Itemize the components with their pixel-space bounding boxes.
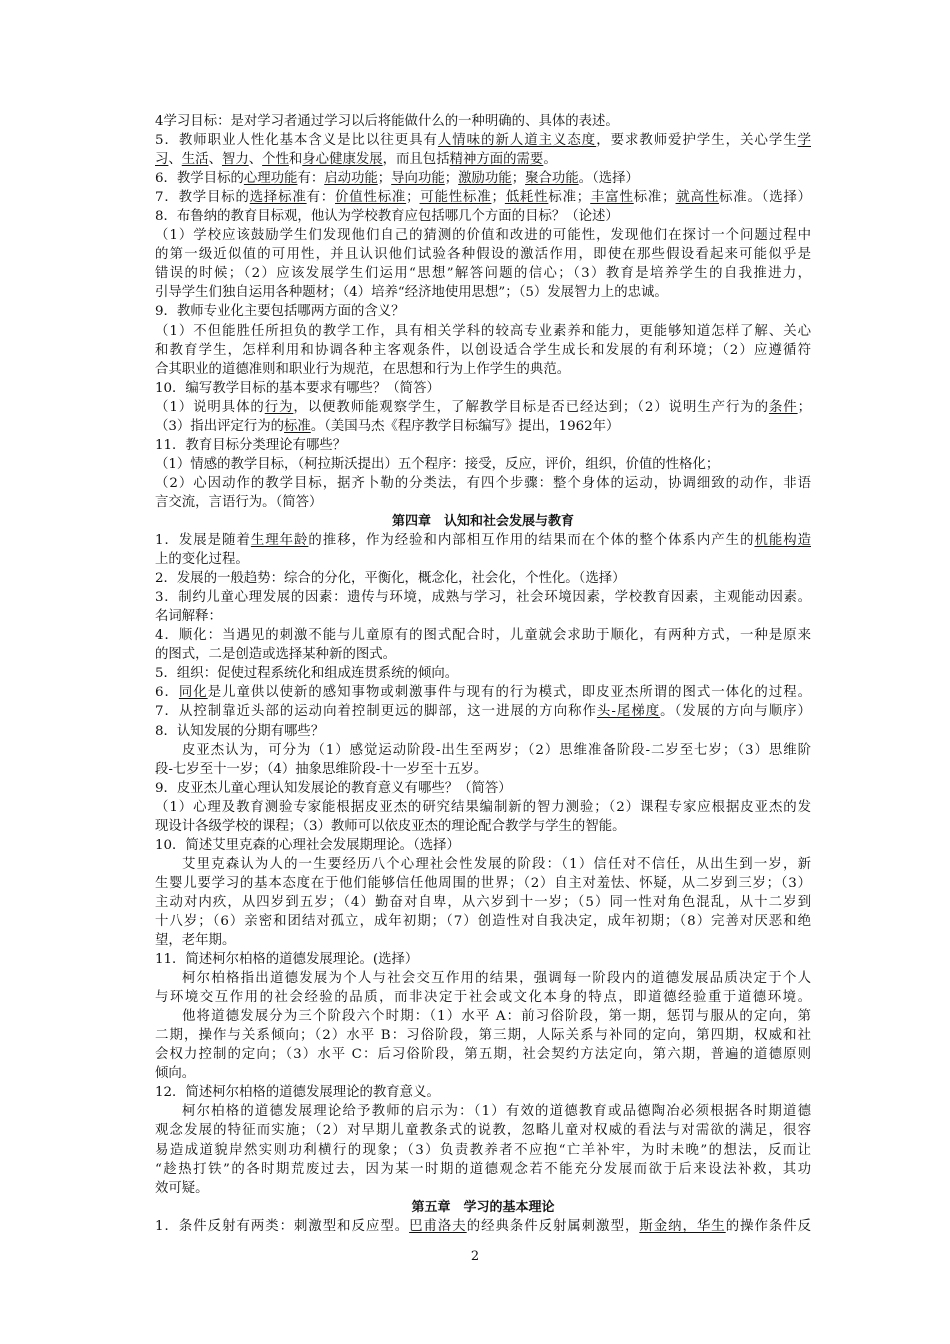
text-segment: 现设计各级学校的课程；（3）教师可以依皮亚杰的理论配合教学与学生的智能。 (155, 818, 626, 834)
text-segment: 第四章 认知和社会发展与教育 (391, 513, 574, 529)
text-segment: 观念发展的特征而实施；（2）对早期儿童教条式的说教，忽略儿童对权威的看法与对需欲的满足，很容 (155, 1123, 811, 1139)
text-line (155, 169, 811, 188)
text-line (155, 207, 811, 226)
text-line (155, 893, 811, 912)
text-line (155, 1102, 811, 1121)
text-line (155, 1217, 811, 1236)
text-segment: 会权力控制的定向；（3）水平 C：后习俗阶段，第五期，社会契约方法定向，第六期，普遍的道德原则 (155, 1047, 811, 1063)
text-segment: （3）指出评定行为的 (155, 418, 285, 434)
text-segment: 标准； (548, 190, 591, 206)
text-segment: 二期，操作与关系倾向；（2）水平 B：习俗阶段，第三期，人际关系与补同的定向，第四期，权威和社 (155, 1028, 811, 1044)
text-segment: 标准； (633, 190, 676, 206)
text-line (155, 626, 811, 645)
text-line (155, 398, 811, 417)
text-segment: ，而且包括 (382, 152, 450, 168)
text-line (155, 988, 811, 1007)
text-line (155, 779, 811, 798)
text-segment: 他将道德发展分为三个阶段六个时期：（1）水平 A：前习俗阶段，第一期，惩罚与服从的定向，第 (182, 1009, 811, 1025)
text-segment: ； (797, 399, 811, 415)
text-segment: 段-七岁至十一岁；（4）抽象思维阶段-十一岁至十五岁。 (155, 761, 488, 777)
underlined-term: 低耗性 (504, 190, 549, 206)
text-segment: 1．条件反射有两类：刺激型和反应型。 (155, 1218, 410, 1234)
underlined-term: 巴甫洛夫 (409, 1218, 467, 1234)
underlined-term: 个性 (262, 152, 289, 168)
text-line (155, 874, 811, 893)
text-segment: 效可疑。 (155, 1180, 209, 1196)
text-segment: ； (444, 171, 459, 187)
text-segment: 主动对内疚，从四岁到五岁；（4）勤奋对自卑，从六岁到十一岁；（5）同一性对角色混乱，从十二岁到 (155, 894, 811, 910)
text-line (155, 322, 811, 341)
text-line (155, 798, 811, 817)
underlined-term: 人情味的新人道主义态度 (437, 133, 597, 149)
text-line (155, 245, 811, 264)
text-line (155, 550, 811, 569)
text-line (155, 950, 811, 969)
text-segment: 第五章 学习的基本理论 (411, 1199, 555, 1215)
underlined-term: 习 (155, 152, 169, 168)
underlined-term: 智力 (221, 152, 249, 168)
text-line (155, 131, 811, 150)
text-line (155, 264, 811, 283)
text-segment: 5．组织：促使过程系统化和组成连贯系统的倾向。 (155, 666, 459, 682)
text-segment: 生婴儿要学习的基本态度在于他们能够信任他周围的世界；（2）自主对羞怯、怀疑，从二岁到三岁；（3） (155, 875, 811, 891)
underlined-term: 丰富性 (590, 190, 634, 206)
text-line (155, 455, 811, 474)
underlined-term: 就高性 (675, 190, 720, 206)
text-segment: （2）心因动作的教学目标，据齐卜勒的分类法，有四个步骤：整个身体的运动，协调细致的动作，非语 (155, 475, 811, 491)
underlined-term: 斯金纳，华生 (639, 1218, 726, 1234)
text-line (155, 531, 811, 550)
text-line (155, 1179, 811, 1198)
text-segment: 3．制约儿童心理发展的因素：遗传与环境，成熟与学习，社会环境因素，学校教育因素，主观能动因素。 (155, 590, 811, 606)
text-segment: 11．简述柯尔柏格的道德发展理论。(选择） (155, 952, 419, 968)
text-segment: 错误的时候；（2）应该发展学生们运用“思想”解答问题的信心；（3）教育是培养学生的自我推进力， (155, 266, 811, 282)
text-segment: ； (491, 190, 505, 206)
text-line (155, 1160, 811, 1179)
text-segment: 的第一级近似值的可用性，并且认识他们试验各种假设的激活作用，即使在那些假设看起来可能似乎是 (155, 247, 811, 263)
text-line (155, 607, 811, 626)
underlined-term: 可能性标准 (419, 190, 492, 206)
text-line (155, 302, 811, 321)
text-line (155, 1007, 811, 1026)
text-segment: 望，老年期。 (155, 933, 236, 949)
underlined-term: 选择标准 (249, 190, 307, 206)
underlined-term: 激励功能 (458, 171, 512, 187)
text-line (155, 341, 811, 360)
text-segment: 。（发展的方向与顺序） (660, 704, 811, 720)
text-line (155, 912, 811, 931)
text-segment: 12．简述柯尔柏格的道德发展理论的教育意义。 (155, 1085, 440, 1101)
text-segment: 10．编写教学目标的基本要求有哪些？（简答） (155, 380, 440, 396)
text-line (155, 360, 811, 379)
text-segment: 与环境交互作用的社会经验的品质，而非决定于社会或文化本身的特点，即道德经验重于道德环境。 (155, 990, 811, 1006)
text-line (155, 1064, 811, 1083)
text-segment: （1）心理及教育测验专家能根据皮亚杰的研究结果编制新的智力测验；（2）课程专家应根据皮亚杰的发 (155, 799, 811, 815)
text-segment: ，以便教师能观察学生，了解教学目标是否已经达到；（2）说明生产行为的 (293, 399, 769, 415)
text-segment: “趁热打铁”的各时期荒废过去，因为某一时期的道德观念若不能充分发展而欲于后来设法补救，其功 (155, 1161, 811, 1177)
text-segment: 言交流，言语行为。（简答） (155, 494, 323, 510)
text-line (155, 1026, 811, 1045)
underlined-term: 价值性标准 (335, 190, 407, 206)
underlined-term: 条件 (768, 399, 798, 415)
text-line (155, 150, 811, 169)
page-number: 2 (470, 1249, 480, 1264)
text-line (155, 1045, 811, 1064)
text-segment: 有： (306, 190, 336, 206)
underlined-term: 导向功能 (391, 171, 445, 187)
text-segment: 名词解释： (155, 609, 222, 625)
text-line (155, 1121, 811, 1140)
text-line (155, 417, 811, 436)
text-segment: 、 (208, 152, 222, 168)
text-segment: 引导学生们独自运用各种题材；（4）培养“经济地使用思想”；（5）发展智力上的忠诚。 (155, 285, 668, 301)
underlined-term: 生理年龄 (250, 533, 309, 549)
text-segment: （1）学校应该鼓励学生们发现他们自己的猜测的价值和改进的可能性，发现他们在探讨一个问题过程中 (155, 228, 811, 244)
text-segment: 5．教师职业人性化基本含义是比以往更具有 (155, 133, 438, 149)
text-segment: 的经典条件反射属刺激型， (466, 1218, 640, 1234)
text-segment: 4．顺化：当遇见的刺激不能与儿童原有的图式配合时，儿童就会求助于顺化，有两种方式，一种是原来 (155, 628, 811, 644)
text-line (155, 493, 811, 512)
text-line (155, 1083, 811, 1102)
text-segment: 。（选择） (578, 171, 639, 187)
underlined-term: 身心健康发展 (302, 152, 383, 168)
text-line (155, 112, 811, 131)
text-segment: 8．认知发展的分期有哪些？ (155, 723, 325, 739)
text-segment: 4学习目标：是对学习者通过学习以后将能做什么的一种明确的、具体的表述。 (155, 114, 619, 129)
text-segment: ； (511, 171, 526, 187)
text-line (155, 1141, 811, 1160)
underlined-term: 生活 (181, 152, 209, 168)
text-segment: 、 (168, 152, 182, 168)
text-segment: ； (377, 171, 392, 187)
underlined-term: 机能构造 (754, 533, 811, 549)
text-line (155, 569, 811, 588)
text-line (155, 226, 811, 245)
text-segment: 柯尔柏格的道德发展理论给予教师的启示为：（1）有效的道德教育或品德陶冶必须根据各时期道德 (182, 1104, 811, 1120)
text-line (155, 474, 811, 493)
text-segment: 皮亚杰认为，可分为（1）感觉运动阶段-出生至两岁；（2）思维准备阶段-二岁至七岁；（3）思维阶 (182, 742, 811, 758)
text-segment: 7．从控制靠近头部的运动向着控制更远的脚部，这一进展的方向称作 (155, 704, 597, 720)
text-line (155, 760, 811, 779)
text-line (155, 855, 811, 874)
underlined-term: 心理功能 (243, 171, 298, 187)
text-segment: 1．发展是随着 (155, 533, 251, 549)
text-segment: ，要求教师爱护学生，关心学生 (596, 133, 798, 149)
text-segment: 十八岁；（6）亲密和团结对孤立，成年初期；（7）创造性对自我决定，成年初期；（8）完善对厌恶和绝 (155, 913, 811, 929)
text-segment: （1）说明具体的 (155, 399, 265, 415)
text-line (155, 379, 811, 398)
text-line (155, 722, 811, 741)
underlined-term: 学 (797, 133, 811, 149)
underlined-term: 头-尾梯度 (596, 704, 661, 720)
text-segment: 柯尔柏格指出道德发展为个人与社会交互作用的结果，强调每一阶段内的道德发展品质决定于个人 (182, 971, 811, 987)
text-segment: 的操作条件反 (725, 1218, 811, 1234)
text-line (155, 969, 811, 988)
underlined-term: 标准 (284, 418, 311, 434)
text-line (155, 702, 811, 721)
text-segment: 有： (297, 171, 325, 187)
text-segment: 、 (248, 152, 263, 168)
text-segment: 是儿童供以使新的感知事物或刺激事件与现有的行为模式，即皮亚杰所谓的图式一体化的过程。 (207, 685, 811, 701)
text-line (155, 283, 811, 302)
underlined-term: 聚合功能 (525, 171, 579, 187)
text-segment: ； (406, 190, 420, 206)
text-segment: 的推移，作为经验和内部相互作用的结果而在个体的整个体系内产生的 (308, 533, 755, 549)
text-segment: 的图式，二是创造或选择某种新的图式。 (155, 647, 397, 663)
text-segment: 9．皮亚杰儿童心理认知发展论的教育意义有哪些？（简答） (155, 780, 512, 796)
text-segment: 。（美国马杰《程序教学目标编写》提出，1962年） (310, 418, 620, 434)
text-segment: （1）情感的教学目标，（柯拉斯沃提出）五个程序：接受，反应，评价，组织，价值的性格化； (155, 456, 720, 472)
text-line (155, 664, 811, 683)
chapter-heading (155, 1198, 811, 1217)
text-segment: 11．教育目标分类理论有哪些？ (155, 437, 347, 453)
text-segment: 6．教学目标的 (155, 171, 244, 187)
text-line (155, 741, 811, 760)
text-segment: 。 (543, 152, 557, 168)
text-segment: 和教育学生，怎样利用和协调各种主客观条件，以创设适合学生成长和发展的有利环境；（2）应遵循符 (155, 342, 811, 358)
text-segment: 易造成道貌岸然实则功利横行的现象；（3）负责教养者不应抱“亡羊补牢，为时未晚”的想法，反而让 (155, 1142, 811, 1158)
underlined-term: 同化 (178, 685, 208, 701)
text-segment: 和 (288, 152, 303, 168)
text-segment: 上的变化过程。 (155, 552, 249, 568)
chapter-heading (155, 512, 811, 531)
text-segment: 2．发展的一般趋势：综合的分化，平衡化，概念化，社会化，个性化。（选择） (155, 571, 626, 587)
text-segment: 10．简述艾里克森的心理社会发展期理论。（选择） (155, 837, 460, 853)
text-segment: 8．布鲁纳的教育目标观，他认为学校教育应包括哪几个方面的目标？（论述） (155, 209, 619, 225)
text-line (155, 645, 811, 664)
text-line (155, 188, 811, 207)
text-line (155, 931, 811, 950)
text-line (155, 588, 811, 607)
underlined-term: 行为 (264, 399, 294, 415)
text-segment: 7．教学目标的 (155, 190, 250, 206)
underlined-term: 精神方面的需要 (449, 152, 544, 168)
text-line (155, 836, 811, 855)
text-line (155, 683, 811, 702)
text-segment: 标准。（选择） (719, 190, 811, 206)
text-segment: （1）不但能胜任所担负的教学工作，具有相关学科的较高专业素养和能力，更能够知道怎样了解、关心 (155, 323, 811, 339)
text-segment: 6． (155, 685, 179, 701)
text-segment: 合其职业的道德准则和职业行为规范，在思想和行为上作学生的典范。 (155, 361, 571, 377)
document-page (155, 112, 811, 1236)
text-segment: 倾向。 (155, 1066, 196, 1082)
underlined-term: 启动功能 (324, 171, 378, 187)
text-segment: 9．教师专业化主要包括哪两方面的含义？ (155, 304, 405, 320)
text-segment: 艾里克森认为人的一生要经历八个心理社会性发展的阶段：（1）信任对不信任，从出生到一岁，新 (182, 856, 811, 872)
text-line (155, 817, 811, 836)
text-line (155, 436, 811, 455)
